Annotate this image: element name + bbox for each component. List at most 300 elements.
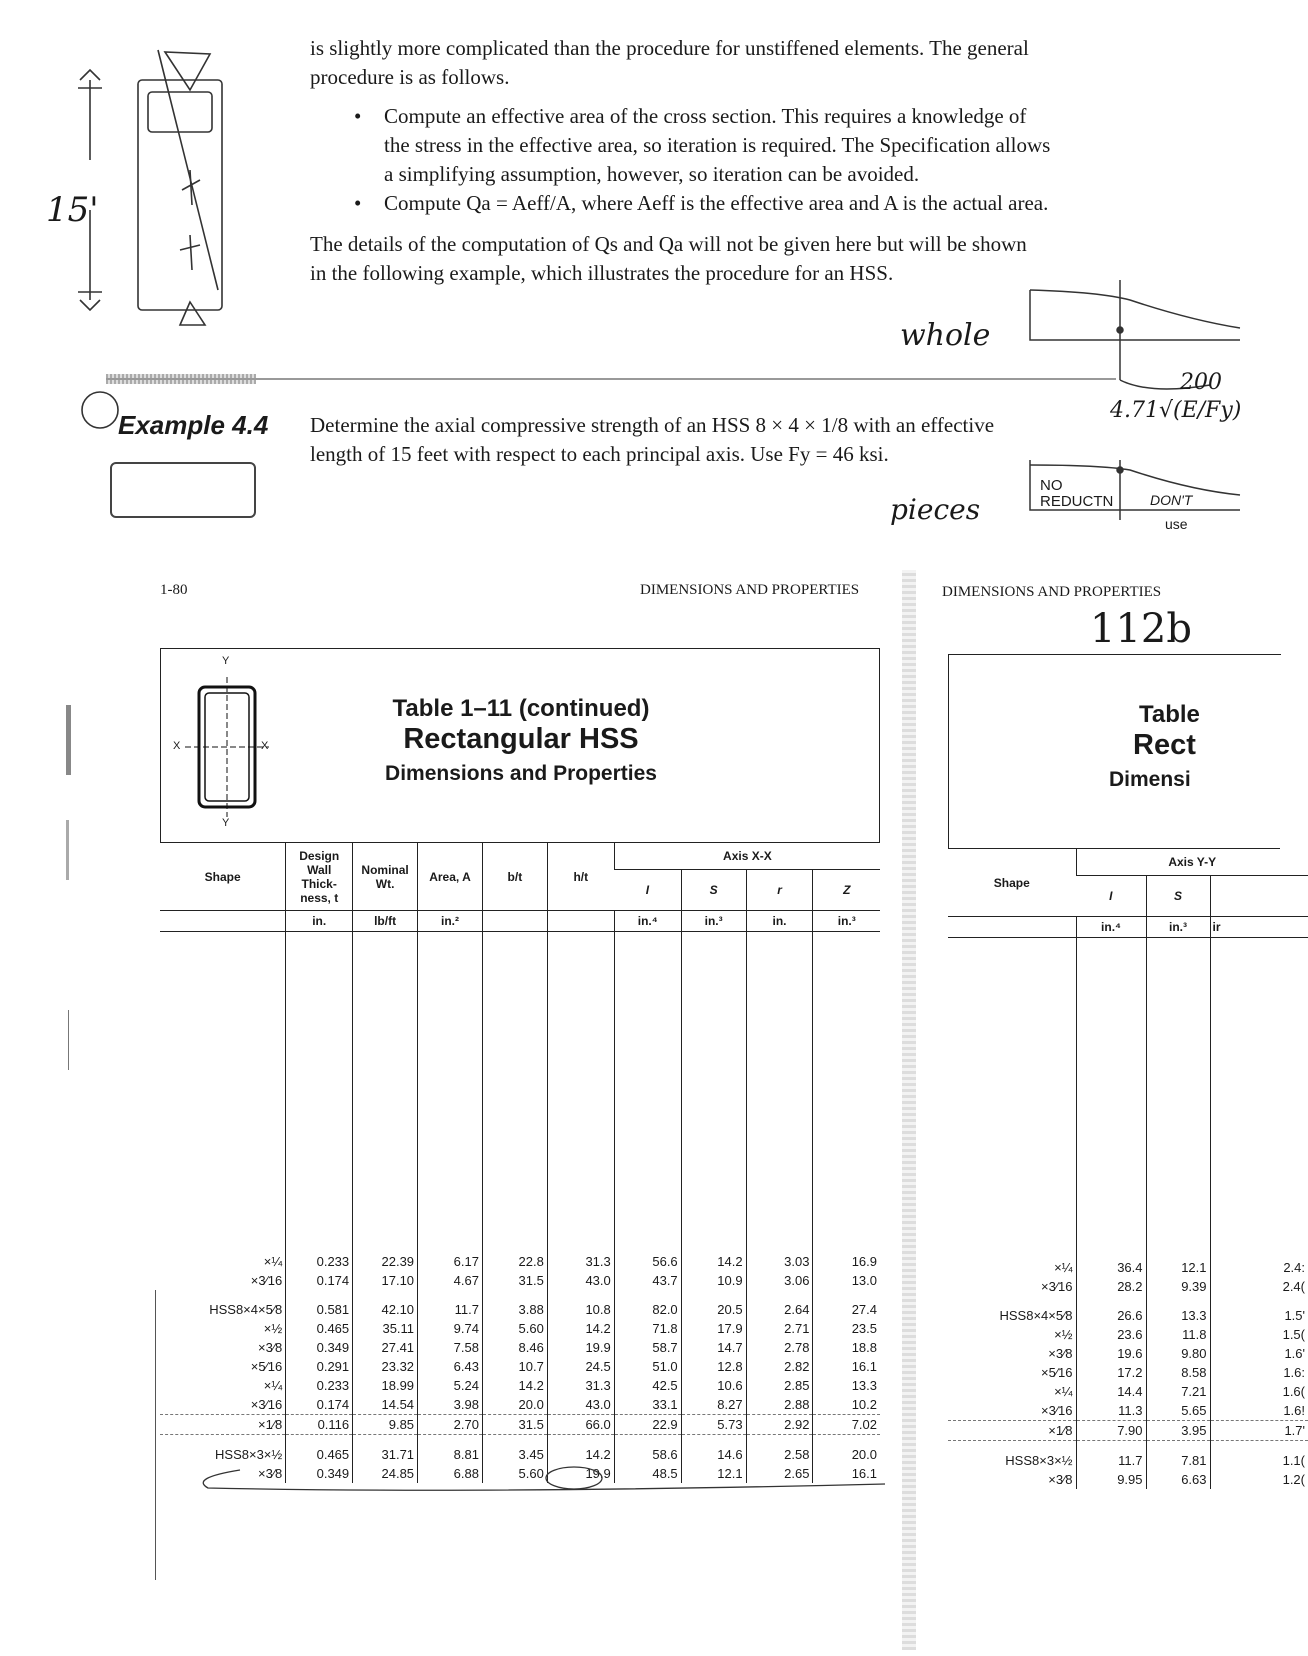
blank-cell [1146, 938, 1210, 1259]
table-body-blank [160, 932, 880, 1253]
shape-cell: ×1⁄8 [160, 1415, 286, 1435]
value-cell: 2.58 [746, 1445, 813, 1464]
value-cell: 19.9 [547, 1464, 614, 1483]
scan-artifact [66, 705, 71, 775]
value-cell: 14.6 [681, 1445, 746, 1464]
scan-artifact [66, 820, 69, 880]
axis-label-x-right: X [261, 740, 269, 752]
bullet-item [354, 189, 1140, 218]
blank-cell [813, 932, 880, 1253]
bullet-item [354, 102, 1140, 189]
value-cell: 19.9 [547, 1338, 614, 1357]
table-right-title-box [948, 654, 1281, 849]
gap-cell [1210, 1441, 1308, 1452]
blank-cell [948, 938, 1076, 1259]
value-cell: 2.64 [746, 1300, 813, 1319]
shape-cell: ×1⁄8 [948, 1421, 1076, 1441]
col-group-axis-xx: Axis X-X [614, 843, 880, 870]
unit-r: in. [746, 911, 813, 932]
table-right [948, 848, 1305, 1489]
value-cell: 3.88 [482, 1300, 547, 1319]
value-cell: 10.9 [681, 1271, 746, 1290]
value-cell: 13.0 [813, 1271, 880, 1290]
value-cell: 22.8 [482, 1252, 547, 1271]
value-cell: 3.45 [482, 1445, 547, 1464]
value-cell: 10.2 [813, 1395, 880, 1415]
value-cell: 17.10 [353, 1271, 418, 1290]
shape-cell: ×3⁄16 [1041, 1403, 1073, 1418]
axis-label-y-bottom: Y [222, 817, 230, 829]
value-cell: 9.39 [1146, 1277, 1210, 1296]
unit-area: in.² [418, 911, 483, 932]
value-cell: 31.5 [482, 1415, 547, 1435]
value-cell: 82.0 [614, 1300, 681, 1319]
value-cell: 8.81 [418, 1445, 483, 1464]
gap-cell [681, 1290, 746, 1300]
length-annotation: 15' [46, 190, 99, 230]
value-cell: 2.71 [746, 1319, 813, 1338]
gap-cell [813, 1435, 880, 1446]
limit-expression: 4.71√(E/Fy) [1110, 398, 1242, 423]
unit-S: in.³ [681, 911, 746, 932]
shape-cell: ×½ [263, 1321, 283, 1336]
gap-cell [614, 1435, 681, 1446]
value-cell: 4.67 [418, 1271, 483, 1290]
table-row [160, 1357, 880, 1376]
value-cell: 6.43 [418, 1357, 483, 1376]
value-cell: 5.73 [681, 1415, 746, 1435]
value-cell: 16.9 [813, 1252, 880, 1271]
value-cell: 33.1 [614, 1395, 681, 1415]
value-cell: 0.233 [286, 1252, 353, 1271]
table-row [948, 1258, 1308, 1277]
shape-cell: ×3⁄8 [258, 1466, 283, 1481]
value-cell: 1.6: [1210, 1363, 1308, 1382]
shape-cell: ×5⁄16 [1041, 1365, 1073, 1380]
value-cell: 18.8 [813, 1338, 880, 1357]
value-cell: 7.21 [1146, 1382, 1210, 1401]
col-header-thickness: Design Wall Thick-ness, t [286, 843, 353, 911]
value-cell: 20.5 [681, 1300, 746, 1319]
col-header-I: I [614, 870, 681, 911]
running-head-right: DIMENSIONS AND PROPERTIES [942, 584, 1162, 600]
value-cell: 11.3 [1076, 1401, 1146, 1421]
value-cell: 0.465 [286, 1319, 353, 1338]
col-group-axis-yy: Axis Y-Y [1076, 849, 1308, 876]
value-cell: 11.8 [1146, 1325, 1210, 1344]
shape-cell: ×¼ [1054, 1260, 1073, 1275]
pieces-annotation: pieces [890, 493, 981, 526]
gap-cell [746, 1435, 813, 1446]
intro-text [310, 34, 1140, 288]
unit-I: in.⁴ [1076, 917, 1146, 938]
gap-cell [353, 1290, 418, 1300]
value-cell: 2.4( [1210, 1277, 1308, 1296]
gap-cell [948, 1441, 1076, 1452]
value-cell: 11.7 [1076, 1451, 1146, 1470]
gap-cell [160, 1435, 286, 1446]
blank-cell [160, 932, 286, 1253]
gap-cell [1146, 1441, 1210, 1452]
value-cell: 71.8 [614, 1319, 681, 1338]
gap-cell [1076, 1296, 1146, 1306]
value-cell: 0.116 [286, 1415, 353, 1435]
value-cell: 1.6! [1210, 1401, 1308, 1421]
col-header-Z: Z [813, 870, 880, 911]
value-cell: 14.2 [681, 1252, 746, 1271]
unit-S: in.³ [1146, 917, 1210, 938]
value-cell: 2.82 [746, 1357, 813, 1376]
table-row [160, 1300, 880, 1319]
value-cell: 43.0 [547, 1395, 614, 1415]
value-cell: 7.90 [1076, 1421, 1146, 1441]
value-cell: 51.0 [614, 1357, 681, 1376]
limit-number: 200 [1180, 370, 1222, 395]
value-cell: 3.03 [746, 1252, 813, 1271]
text-line: in the following example, which illustrates the procedure for an HSS. [310, 261, 894, 285]
row-group-gap [948, 1296, 1308, 1306]
table-body-blank [948, 938, 1308, 1259]
value-cell: 16.1 [813, 1464, 880, 1483]
running-head-left: DIMENSIONS AND PROPERTIES [640, 582, 860, 598]
no-reduction-note: NO REDUCTN [1040, 477, 1114, 510]
gap-cell [353, 1435, 418, 1446]
table-row [160, 1338, 880, 1357]
unit-thickness: in. [286, 911, 353, 932]
value-cell: 16.1 [813, 1357, 880, 1376]
gap-cell [1210, 1296, 1308, 1306]
value-cell: 23.32 [353, 1357, 418, 1376]
table-row [948, 1363, 1308, 1382]
value-cell: 1.6' [1210, 1344, 1308, 1363]
table-row [160, 1395, 880, 1415]
table-title: Rect [1133, 729, 1196, 761]
value-cell: 56.6 [614, 1252, 681, 1271]
value-cell: 58.6 [614, 1445, 681, 1464]
value-cell: 36.4 [1076, 1258, 1146, 1277]
value-cell: 20.0 [813, 1445, 880, 1464]
value-cell: 31.3 [547, 1252, 614, 1271]
gap-cell [286, 1290, 353, 1300]
gap-cell [948, 1296, 1076, 1306]
gap-cell [746, 1290, 813, 1300]
table-row [948, 1421, 1308, 1441]
value-cell: 2.4: [1210, 1258, 1308, 1277]
gap-cell [813, 1290, 880, 1300]
value-cell: 14.2 [547, 1319, 614, 1338]
gap-cell [681, 1435, 746, 1446]
value-cell: 1.5( [1210, 1325, 1308, 1344]
axis-label-y-top: Y [222, 655, 230, 667]
shape-cell: ×3⁄8 [1048, 1472, 1073, 1487]
page-number: 1-80 [160, 582, 188, 598]
whole-annotation: whole [900, 318, 991, 353]
value-cell: 27.4 [813, 1300, 880, 1319]
unit-I: in.⁴ [614, 911, 681, 932]
value-cell: 7.81 [1146, 1451, 1210, 1470]
col-header-shape: Shape [948, 849, 1076, 917]
table-row [948, 1451, 1308, 1470]
value-cell: 14.54 [353, 1395, 418, 1415]
value-cell: 2.85 [746, 1376, 813, 1395]
table-title: Rectangular HSS [403, 723, 639, 755]
gap-cell [482, 1290, 547, 1300]
shape-cell: ×3⁄8 [1048, 1346, 1073, 1361]
value-cell: 2.92 [746, 1415, 813, 1435]
shape-cell: ×¼ [263, 1378, 283, 1393]
value-cell: 8.46 [482, 1338, 547, 1357]
text-line: the stress in the effective area, so iteration is required. The Specification allows [384, 133, 1051, 157]
shape-cell: HSS8×3×½ [1005, 1453, 1073, 1468]
value-cell: 8.27 [681, 1395, 746, 1415]
shape-cell: ×5⁄16 [250, 1359, 283, 1374]
col-header-weight: Nominal Wt. [353, 843, 418, 911]
table-row [160, 1252, 880, 1271]
value-cell: 6.63 [1146, 1470, 1210, 1489]
text-line: length of 15 feet with respect to each principal axis. Use Fy = 46 ksi. [310, 442, 889, 466]
section-divider-line [106, 378, 1116, 380]
value-cell: 0.291 [286, 1357, 353, 1376]
bullet-marker: • [354, 104, 362, 128]
value-cell: 35.11 [353, 1319, 418, 1338]
table-caption: Table [1139, 701, 1200, 728]
unit-bt [482, 911, 547, 932]
value-cell: 0.174 [286, 1395, 353, 1415]
value-cell: 2.70 [418, 1415, 483, 1435]
use-note: use [1165, 516, 1188, 532]
value-cell: 14.2 [482, 1376, 547, 1395]
value-cell: 3.06 [746, 1271, 813, 1290]
value-cell: 14.7 [681, 1338, 746, 1357]
value-cell: 7.02 [813, 1415, 880, 1435]
shape-cell: ×3⁄8 [258, 1340, 283, 1355]
value-cell: 12.8 [681, 1357, 746, 1376]
blank-cell [482, 932, 547, 1253]
text-line: procedure is as follows. [310, 65, 510, 89]
scan-artifact [155, 1290, 156, 1580]
shape-cell: ×3⁄16 [250, 1397, 283, 1412]
value-cell: 0.465 [286, 1445, 353, 1464]
value-cell: 1.2( [1210, 1470, 1308, 1489]
table-row [160, 1319, 880, 1338]
gap-cell [482, 1435, 547, 1446]
value-cell: 11.7 [418, 1300, 483, 1319]
value-cell: 2.65 [746, 1464, 813, 1483]
unit-shape [160, 911, 286, 932]
value-cell: 42.5 [614, 1376, 681, 1395]
bullet-marker: • [354, 191, 362, 215]
value-cell: 2.88 [746, 1395, 813, 1415]
table-subtitle: Dimensi [1109, 768, 1191, 791]
col-header-bt: b/t [482, 843, 547, 911]
col-header-I: I [1076, 876, 1146, 917]
col-header-r: r [746, 870, 813, 911]
shape-cell: HSS8×3×½ [215, 1447, 283, 1462]
value-cell: 2.78 [746, 1338, 813, 1357]
example-box-sketch [110, 462, 256, 518]
value-cell: 10.6 [681, 1376, 746, 1395]
col-header-ht: h/t [547, 843, 614, 911]
shape-cell: ×½ [1054, 1327, 1073, 1342]
shape-cell: ×¼ [1054, 1384, 1073, 1399]
col-header-shape: Shape [160, 843, 286, 911]
example-text [310, 411, 1110, 469]
table-row [160, 1415, 880, 1435]
row-group-gap [160, 1435, 880, 1446]
table-row [948, 1382, 1308, 1401]
blank-cell [681, 932, 746, 1253]
text-line: is slightly more complicated than the procedure for unstiffened elements. The general [310, 36, 1029, 60]
table-row [160, 1271, 880, 1290]
value-cell: 28.2 [1076, 1277, 1146, 1296]
value-cell: 66.0 [547, 1415, 614, 1435]
value-cell: 0.174 [286, 1271, 353, 1290]
value-cell: 14.4 [1076, 1382, 1146, 1401]
table-row [160, 1376, 880, 1395]
blank-cell [286, 932, 353, 1253]
col-header-cut [1210, 876, 1308, 917]
value-cell: 3.98 [418, 1395, 483, 1415]
value-cell: 10.8 [547, 1300, 614, 1319]
gap-cell [418, 1435, 483, 1446]
blank-cell [1076, 938, 1146, 1259]
shape-cell: ×3⁄16 [1041, 1279, 1073, 1294]
shape-cell: ×¼ [263, 1254, 283, 1269]
value-cell: 27.41 [353, 1338, 418, 1357]
table-caption: Table 1–11 (continued) [392, 695, 650, 722]
value-cell: 10.7 [482, 1357, 547, 1376]
page-gutter [902, 570, 916, 1650]
dont-note: DON'T [1150, 492, 1193, 508]
value-cell: 19.6 [1076, 1344, 1146, 1363]
value-cell: 3.95 [1146, 1421, 1210, 1441]
unit-shape [948, 917, 1076, 938]
value-cell: 24.5 [547, 1357, 614, 1376]
table-left [160, 842, 880, 1483]
value-cell: 1.1( [1210, 1451, 1308, 1470]
value-cell: 43.0 [547, 1271, 614, 1290]
gap-cell [1146, 1296, 1210, 1306]
blank-cell [746, 932, 813, 1253]
axis-label-x-left: X [173, 740, 181, 752]
value-cell: 5.60 [482, 1464, 547, 1483]
unit-Z: in.³ [813, 911, 880, 932]
table-left-title-box [160, 648, 880, 843]
table-row [948, 1344, 1308, 1363]
blank-cell [353, 932, 418, 1253]
value-cell: 23.6 [1076, 1325, 1146, 1344]
gap-cell [547, 1290, 614, 1300]
value-cell: 9.80 [1146, 1344, 1210, 1363]
value-cell: 43.7 [614, 1271, 681, 1290]
value-cell: 22.9 [614, 1415, 681, 1435]
value-cell: 0.349 [286, 1338, 353, 1357]
value-cell: 22.39 [353, 1252, 418, 1271]
col-header-S: S [681, 870, 746, 911]
row-highlight-markup [180, 1464, 900, 1498]
value-cell: 13.3 [813, 1376, 880, 1395]
value-cell: 18.99 [353, 1376, 418, 1395]
gap-cell [1076, 1441, 1146, 1452]
text-line: Compute Qa = Aeff/A, where Aeff is the effective area and A is the actual area. [384, 191, 1049, 215]
value-cell: 9.95 [1076, 1470, 1146, 1489]
text-line: a simplifying assumption, however, so iteration can be avoided. [384, 162, 920, 186]
value-cell: 24.85 [353, 1464, 418, 1483]
page-note: 112b [1090, 606, 1192, 652]
unit-weight: lb/ft [353, 911, 418, 932]
blank-cell [1210, 938, 1308, 1259]
value-cell: 5.24 [418, 1376, 483, 1395]
value-cell: 12.1 [1146, 1258, 1210, 1277]
value-cell: 0.349 [286, 1464, 353, 1483]
gap-cell [547, 1435, 614, 1446]
value-cell: 8.58 [1146, 1363, 1210, 1382]
value-cell: 6.17 [418, 1252, 483, 1271]
table-row [948, 1325, 1308, 1344]
value-cell: 7.58 [418, 1338, 483, 1357]
table-right-body [948, 938, 1308, 1490]
shape-cell: ×3⁄16 [250, 1273, 283, 1288]
col-header-S: S [1146, 876, 1210, 917]
gap-cell [614, 1290, 681, 1300]
value-cell: 0.581 [286, 1300, 353, 1319]
row-group-gap [160, 1290, 880, 1300]
row-group-gap [948, 1441, 1308, 1452]
value-cell: 14.2 [547, 1445, 614, 1464]
value-cell: 5.65 [1146, 1401, 1210, 1421]
text-line: The details of the computation of Qs and Qa will not be given here but will be shown [310, 232, 1027, 256]
table-row [948, 1470, 1308, 1489]
value-cell: 26.6 [1076, 1306, 1146, 1325]
value-cell: 31.3 [547, 1376, 614, 1395]
value-cell: 6.88 [418, 1464, 483, 1483]
blank-cell [614, 932, 681, 1253]
value-cell: 17.2 [1076, 1363, 1146, 1382]
blank-cell [547, 932, 614, 1253]
value-cell: 31.71 [353, 1445, 418, 1464]
table-subtitle: Dimensions and Properties [385, 762, 657, 785]
value-cell: 13.3 [1146, 1306, 1210, 1325]
value-cell: 0.233 [286, 1376, 353, 1395]
value-cell: 1.7' [1210, 1421, 1308, 1441]
table-row [948, 1306, 1308, 1325]
text-line: Determine the axial compressive strength of an HSS 8 × 4 × 1/8 with an effective [310, 413, 995, 437]
example-label: Example 4.4 [118, 410, 269, 440]
table-row [948, 1277, 1308, 1296]
col-header-area: Area, A [418, 843, 483, 911]
blank-cell [418, 932, 483, 1253]
value-cell: 20.0 [482, 1395, 547, 1415]
value-cell: 9.74 [418, 1319, 483, 1338]
unit-cut: ir [1210, 917, 1308, 938]
value-cell: 9.85 [353, 1415, 418, 1435]
value-cell: 42.10 [353, 1300, 418, 1319]
table-left-body [160, 932, 880, 1484]
value-cell: 48.5 [614, 1464, 681, 1483]
value-cell: 1.5' [1210, 1306, 1308, 1325]
shape-cell: HSS8×4×5⁄8 [999, 1308, 1073, 1323]
text-line: Compute an effective area of the cross section. This requires a knowledge of [384, 104, 1027, 128]
gap-cell [160, 1290, 286, 1300]
gap-cell [286, 1435, 353, 1446]
gap-cell [418, 1290, 483, 1300]
value-cell: 1.6( [1210, 1382, 1308, 1401]
table-row [160, 1445, 880, 1464]
unit-ht [547, 911, 614, 932]
value-cell: 5.60 [482, 1319, 547, 1338]
table-row [948, 1401, 1308, 1421]
value-cell: 31.5 [482, 1271, 547, 1290]
